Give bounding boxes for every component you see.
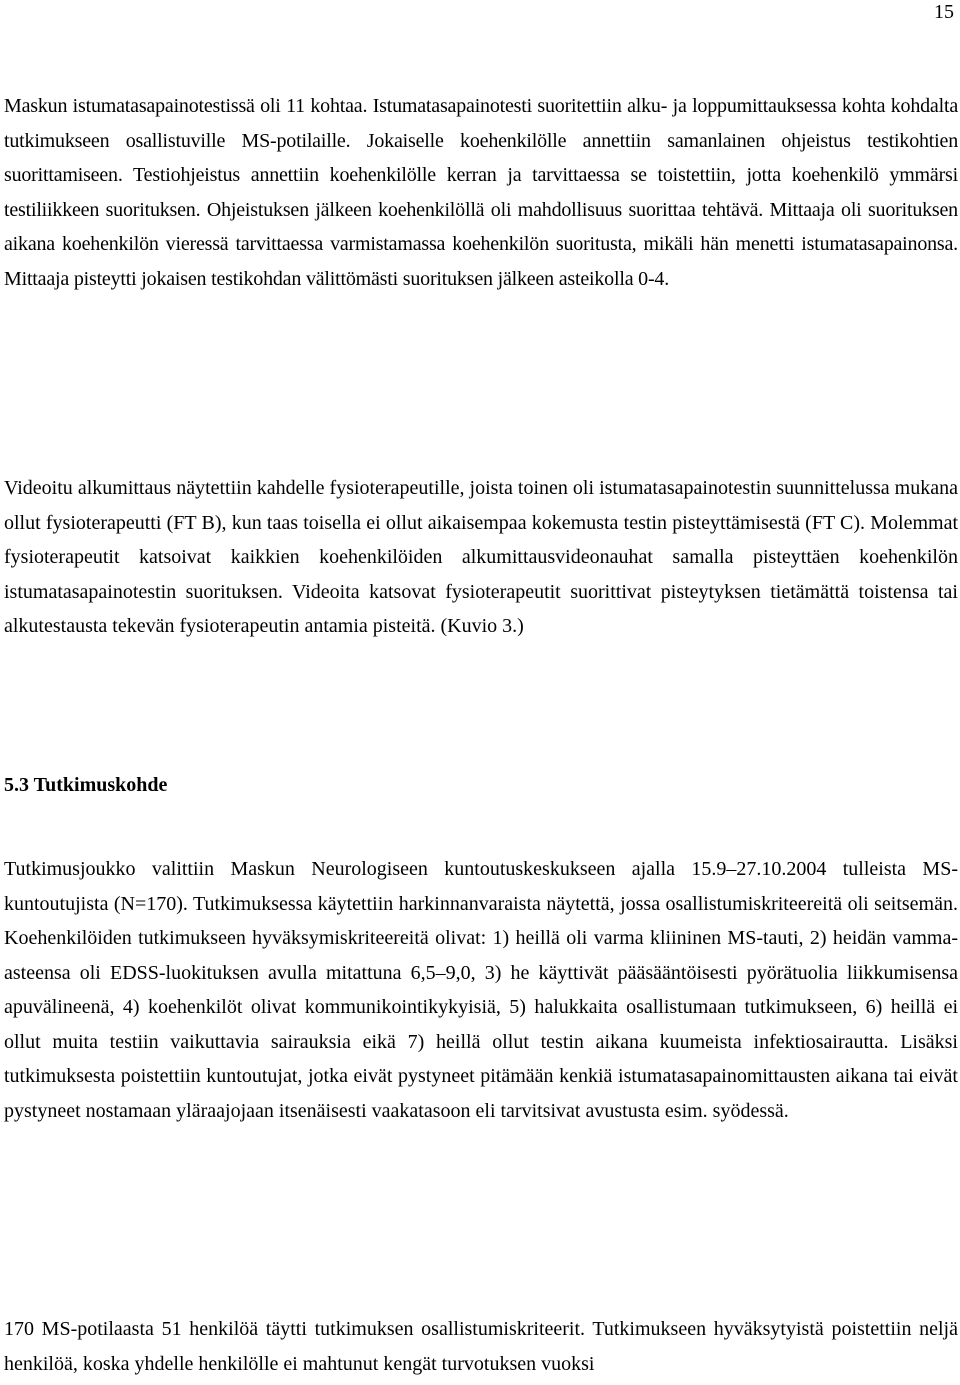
paragraph-sitting-balance-test: Maskun istumatasapainotestissä oli 11 kohtaa. Istumatasapainotesti suoritettiin alku- ja loppumittauksessa kohta kohdalta tutkimukseen osallistuville MS-potilaille. Jokaiselle koehenkilölle annettiin samanlainen ohjeistus testikohtien suorittamiseen. Testiohjeistus annettiin koehenkilölle kerran ja tarvittaessa se toistettiin, jotta koehenkilö ymmärsi testiliikkeen suorituksen. Ohjeistuksen jälkeen koehenkilöllä oli mahdollisuus suorittaa tehtävä. Mittaaja oli suorituksen aikana koehenkilön vieressä tarvittaessa varmistamassa koehenkilön suoritusta, mikäli hän menetti istumatasapainonsa. Mittaaja pisteytti jokaisen testikohdan välittömästi suorituksen jälkeen asteikolla 0-4.: [4, 95, 958, 290]
paragraph-video-assessment: Videoitu alkumittaus näytettiin kahdelle fysioterapeutille, joista toinen oli istumatasapainotestin suunnittelussa mukana ollut fysioterapeutti (FT B), kun taas toisella ei ollut aikaisempaa kokemusta testin pisteyttämisestä (FT C). Molemmat fysioterapeutit katsoivat kaikkien koehenkilöiden alkumittausvideonauhat samalla pisteyttäen koehenkilön istumatasapainotestin suorituksen. Videoita katsovat fysioterapeutit suorittivat pisteytyksen tietämättä toistensa tai alkutestausta tekevän fysioterapeutin antamia pisteitä. (Kuvio 3.): [4, 477, 958, 638]
paragraph-study-population: Tutkimusjoukko valittiin Maskun Neurologiseen kuntoutuskeskukseen ajalla 15.9–27.10.2004 tulleista MS-kuntoutujista (N=170). Tutkimuksessa käytettiin harkinnanvaraista näytettä, jossa osallistumiskriteereitä oli seitsemän. Koehenkilöiden tutkimukseen hyväksymiskriteereitä olivat: 1) heillä oli varma kliininen MS-tauti, 2) heidän vamma-asteensa oli EDSS-luokituksen avulla mitattuna 6,5–9,0, 3) he käyttivät pääsääntöisesti pyörätuolia liikkumisensa apuvälineenä, 4) koehenkilöt olivat kommunikointikykyisiä, 5) halukkaita osallistumaan tutkimukseen, 6) heillä ei ollut muita testiin vaikuttavia sairauksia eikä 7) heillä ollut testin aikana kuumeista infektiosairautta. Lisäksi tutkimuksesta poistettiin kuntoutujat, jotka eivät pystyneet pitämään kenkiä istumatasapainomittausten aikana tai eivät pystyneet nostamaan yläraajojaan itsenäisesti vaakatasoon eli tarvitsivat avustusta esim. syödessä.: [4, 858, 958, 1122]
page-number: 15: [934, 1, 954, 23]
paragraph-participants: 170 MS-potilaasta 51 henkilöä täytti tutkimuksen osallistumiskriteerit. Tutkimukseen hyväksytyistä poistettiin neljä henkilöä, koska yhdelle henkilölle ei mahtunut kengät turvotuksen vuoksi: [4, 1318, 958, 1375]
section-heading: 5.3 Tutkimuskohde: [4, 774, 168, 796]
